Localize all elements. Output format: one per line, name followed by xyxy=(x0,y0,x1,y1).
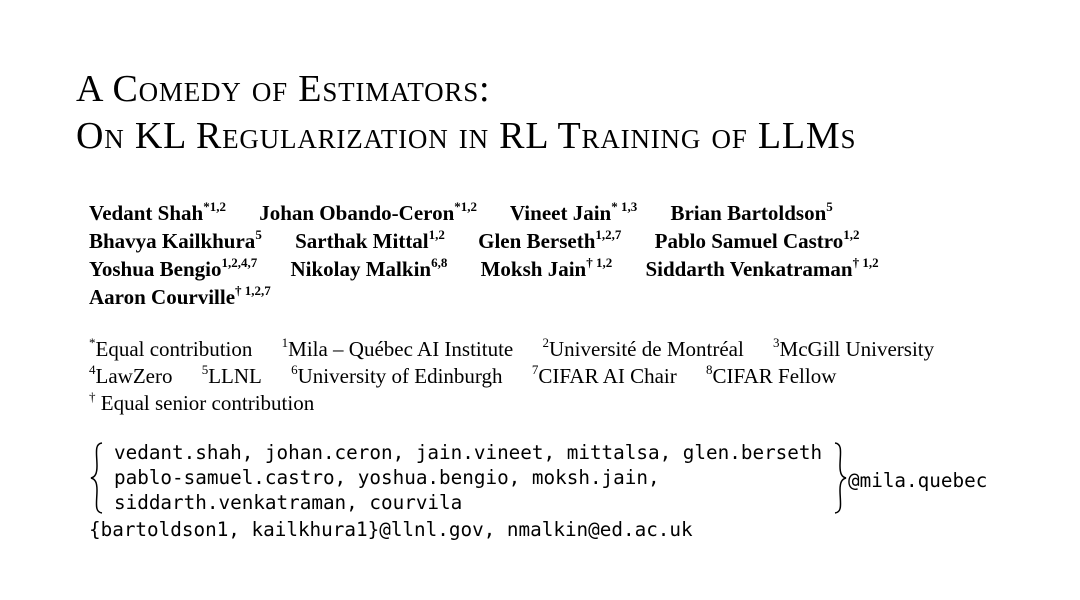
author: Vedant Shah$^{*1,2}$ xyxy=(89,199,226,225)
author: Nikolay Malkin$^{6,8}$ xyxy=(290,255,448,281)
affiliation: $^5$LLNL xyxy=(201,362,262,388)
author: Aaron Courville$^{\dagger 1,2,7}$ xyxy=(89,283,271,309)
email-line: pablo-samuel.castro, yoshua.bengio, moksh.jain, xyxy=(114,466,660,489)
affiliation: $^2$Université de Montréal xyxy=(542,335,744,361)
affiliation: $^4$LawZero xyxy=(89,362,173,388)
author-row xyxy=(89,255,907,283)
affiliation-row xyxy=(89,336,958,363)
email-domain: @mila.quebec xyxy=(848,469,988,492)
affiliation: $^3$McGill University xyxy=(773,335,935,361)
author: Moksh Jain$^{\dagger 1,2}$ xyxy=(480,255,613,281)
author: Siddarth Venkatraman$^{\dagger 1,2}$ xyxy=(645,255,879,281)
affiliation: † Equal senior contribution xyxy=(89,389,315,415)
affiliation: $^6$University of Edinburgh xyxy=(291,362,503,388)
affiliation: *Equal contribution xyxy=(89,335,253,361)
author: Brian Bartoldson$^5$ xyxy=(670,199,833,225)
affiliation-row xyxy=(89,363,958,390)
paper-title xyxy=(76,66,856,160)
left-brace xyxy=(89,442,105,514)
right-brace xyxy=(832,442,848,514)
author: Glen Berseth$^{1,2,7}$ xyxy=(478,227,622,253)
affiliation: $^8$CIFAR Fellow xyxy=(706,362,837,388)
author: Vineet Jain$^{* 1,3}$ xyxy=(509,199,638,225)
author-row xyxy=(89,283,907,311)
author: Sarthak Mittal$^{1,2}$ xyxy=(295,227,445,253)
author-list xyxy=(89,199,907,311)
author-row xyxy=(89,199,907,227)
grouped-email-lines xyxy=(114,440,822,515)
author-row xyxy=(89,227,907,255)
title-line-2: On KL Regularization in RL Training of LLMs xyxy=(76,115,857,157)
email-line: siddarth.venkatraman, courvila xyxy=(114,491,463,514)
affiliation-row xyxy=(89,390,958,417)
email-line: vedant.shah, johan.ceron, jain.vineet, mittalsa, glen.berseth xyxy=(114,441,823,464)
title-line-1: A Comedy of Estimators: xyxy=(76,68,491,110)
author: Johan Obando-Ceron$^{*1,2}$ xyxy=(259,199,478,225)
email-line-extra: {bartoldson1, kailkhura1}@llnl.gov, nmalkin@ed.ac.uk xyxy=(89,518,693,541)
affiliation: $^1$Mila – Québec AI Institute xyxy=(281,335,514,361)
author: Bhavya Kailkhura$^5$ xyxy=(89,227,262,253)
author: Pablo Samuel Castro$^{1,2}$ xyxy=(654,227,860,253)
author: Yoshua Bengio$^{1,2,4,7}$ xyxy=(89,255,258,281)
affiliation: $^7$CIFAR AI Chair xyxy=(531,362,677,388)
affiliation-list xyxy=(89,336,958,417)
